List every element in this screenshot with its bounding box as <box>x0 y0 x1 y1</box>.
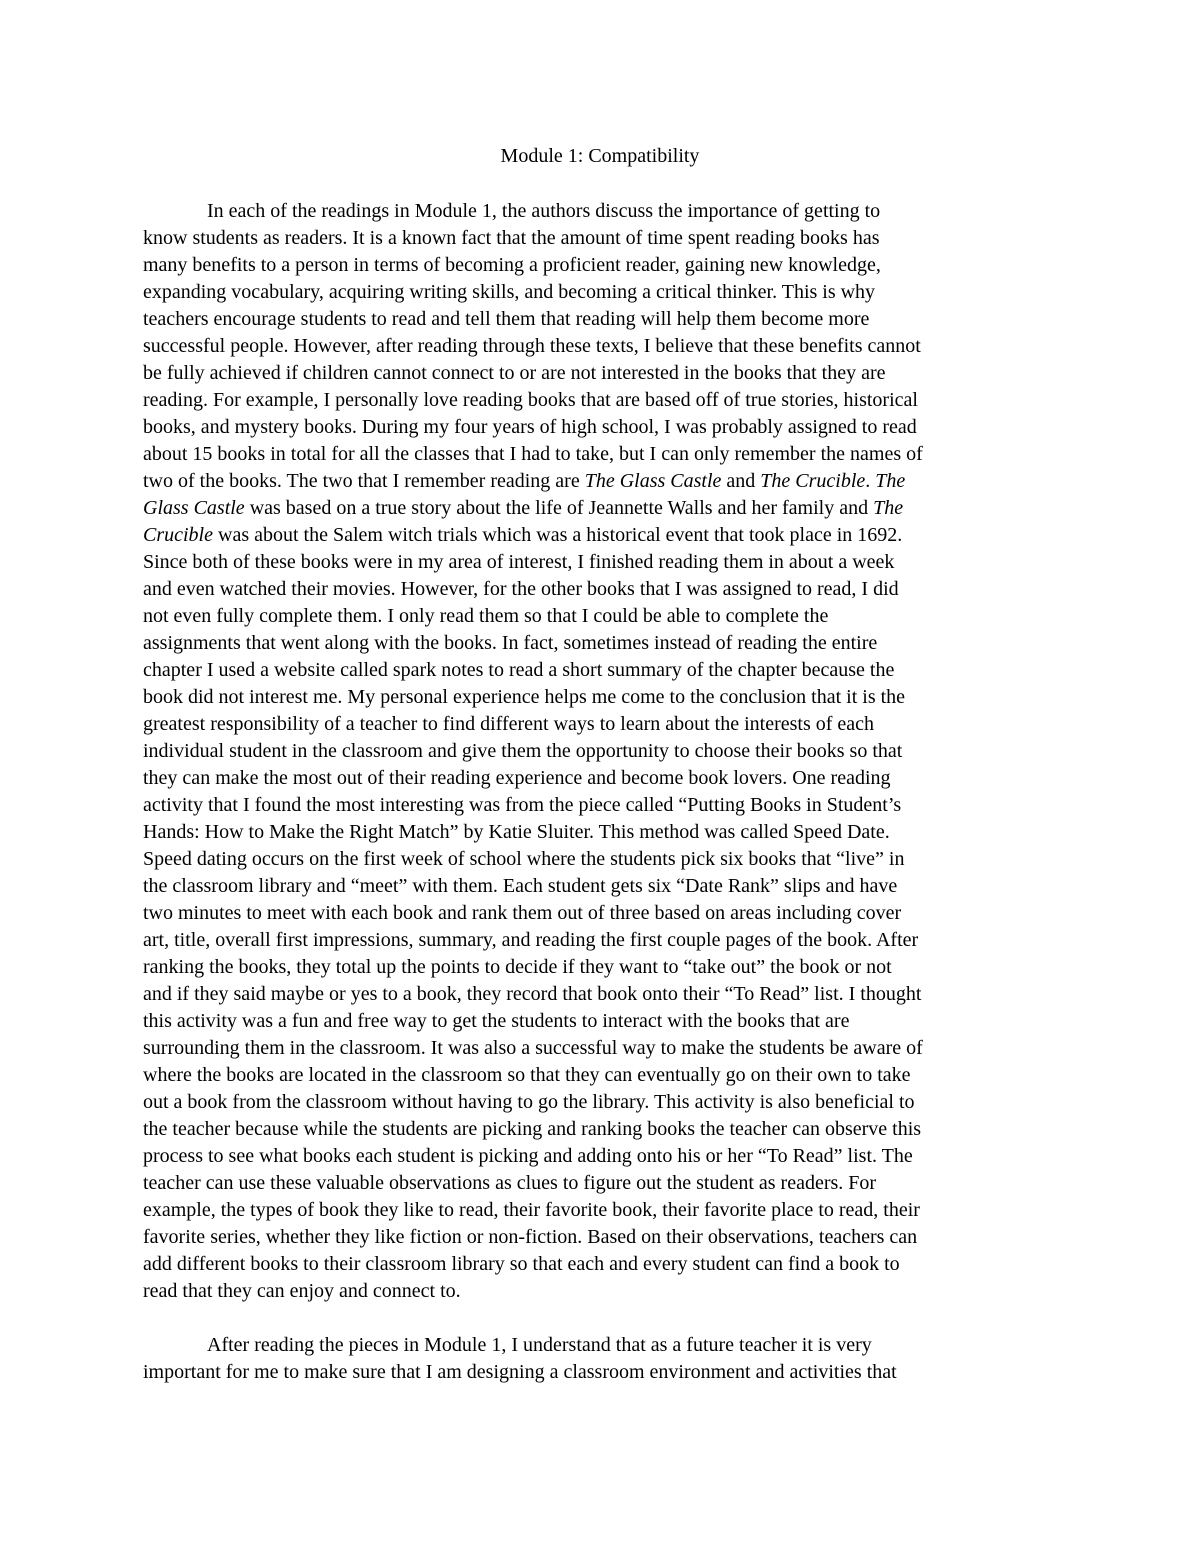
text-run: two of the books. The two that I remember reading are <box>143 470 585 492</box>
text-line: ranking the books, they total up the points to decide if they want to “take out” the book or not <box>143 956 892 978</box>
text-line: important for me to make sure that I am designing a classroom environment and activities that <box>143 1361 897 1383</box>
text-line: many benefits to a person in terms of becoming a proficient reader, gaining new knowledge, <box>143 254 881 276</box>
text-line: know students as readers. It is a known fact that the amount of time spent reading books has <box>143 227 880 249</box>
text-line: and even watched their movies. However, for the other books that I was assigned to read, I did <box>143 578 899 600</box>
text-line: out a book from the classroom without having to go the library. This activity is also beneficial to <box>143 1091 915 1113</box>
text-line: Speed dating occurs on the first week of school where the students pick six books that “live” in <box>143 848 905 870</box>
text-line: be fully achieved if children cannot connect to or are not interested in the books that they are <box>143 362 886 384</box>
text-run: was based on a true story about the life of Jeannette Walls and her family and <box>244 497 874 519</box>
book-title-fragment: The <box>875 470 906 492</box>
text-run: and <box>721 470 761 492</box>
text-line: they can make the most out of their reading experience and become book lovers. One reading <box>143 767 891 789</box>
text-run: was about the Salem witch trials which was a historical event that took place in 1692. <box>213 524 903 546</box>
text-line: the classroom library and “meet” with them. Each student gets six “Date Rank” slips and have <box>143 875 898 897</box>
text-line: activity that I found the most interesting was from the piece called “Putting Books in Student’s <box>143 794 902 816</box>
text-line: not even fully complete them. I only read them so that I could be able to complete the <box>143 605 829 627</box>
text-line: chapter I used a website called spark notes to read a short summary of the chapter because the <box>143 659 895 681</box>
document-title: Module 1: Compatibility <box>500 145 700 167</box>
text-line: where the books are located in the classroom so that they can eventually go on their own to take <box>143 1064 911 1086</box>
text-line <box>143 522 1063 549</box>
text-line: In each of the readings in Module 1, the authors discuss the importance of getting to <box>207 200 881 222</box>
text-line: book did not interest me. My personal experience helps me come to the conclusion that it is the <box>143 686 906 708</box>
text-line: art, title, overall first impressions, summary, and reading the first couple pages of the book. After <box>143 929 919 951</box>
text-line: reading. For example, I personally love reading books that are based off of true stories, historical <box>143 389 918 411</box>
text-line: example, the types of book they like to read, their favorite book, their favorite place to read, their <box>143 1199 920 1221</box>
text-line: individual student in the classroom and give them the opportunity to choose their books so that <box>143 740 903 762</box>
book-title-glass-castle: The Glass Castle <box>584 470 722 492</box>
text-line: successful people. However, after reading through these texts, I believe that these benefits cannot <box>143 335 921 357</box>
text-line: the teacher because while the students are picking and ranking books the teacher can observe this <box>143 1118 922 1140</box>
text-line: Hands: How to Make the Right Match” by Katie Sluiter. This method was called Speed Date. <box>143 821 890 843</box>
text-line <box>143 468 1063 495</box>
text-line: books, and mystery books. During my four years of high school, I was probably assigned to read <box>143 416 917 438</box>
paragraph-2 <box>143 1332 1063 1386</box>
text-line: expanding vocabulary, acquiring writing skills, and becoming a critical thinker. This is why <box>143 281 876 303</box>
text-line: After reading the pieces in Module 1, I understand that as a future teacher it is very <box>207 1334 872 1356</box>
text-line: Since both of these books were in my area of interest, I finished reading them in about a week <box>143 551 895 573</box>
book-title-fragment: The <box>873 497 904 519</box>
text-line: assignments that went along with the books. In fact, sometimes instead of reading the entire <box>143 632 878 654</box>
text-run: . <box>865 470 876 492</box>
document-body <box>143 198 1063 1386</box>
text-line: teacher can use these valuable observations as clues to figure out the student as readers. For <box>143 1172 877 1194</box>
text-line: and if they said maybe or yes to a book, they record that book onto their “To Read” list. I thought <box>143 983 922 1005</box>
book-title-fragment: Crucible <box>143 524 213 546</box>
text-line: teachers encourage students to read and tell them that reading will help them become more <box>143 308 870 330</box>
text-line: about 15 books in total for all the classes that I had to take, but I can only remember the names of <box>143 443 923 465</box>
text-line: this activity was a fun and free way to get the students to interact with the books that are <box>143 1010 850 1032</box>
text-line: two minutes to meet with each book and rank them out of three based on areas including cover <box>143 902 902 924</box>
paragraph-gap <box>143 1305 1063 1332</box>
text-line: process to see what books each student is picking and adding onto his or her “To Read” list. The <box>143 1145 913 1167</box>
text-line: greatest responsibility of a teacher to find different ways to learn about the interests of each <box>143 713 875 735</box>
text-line <box>143 495 1063 522</box>
text-line: read that they can enjoy and connect to. <box>143 1280 461 1302</box>
text-line: surrounding them in the classroom. It was also a successful way to make the students be aware of <box>143 1037 923 1059</box>
paragraph-1 <box>143 198 1063 1305</box>
text-line: add different books to their classroom library so that each and every student can find a book to <box>143 1253 900 1275</box>
text-line: favorite series, whether they like fiction or non-fiction. Based on their observations, teachers can <box>143 1226 918 1248</box>
book-title-fragment: Glass Castle <box>143 497 245 519</box>
book-title-crucible: The Crucible <box>760 470 866 492</box>
